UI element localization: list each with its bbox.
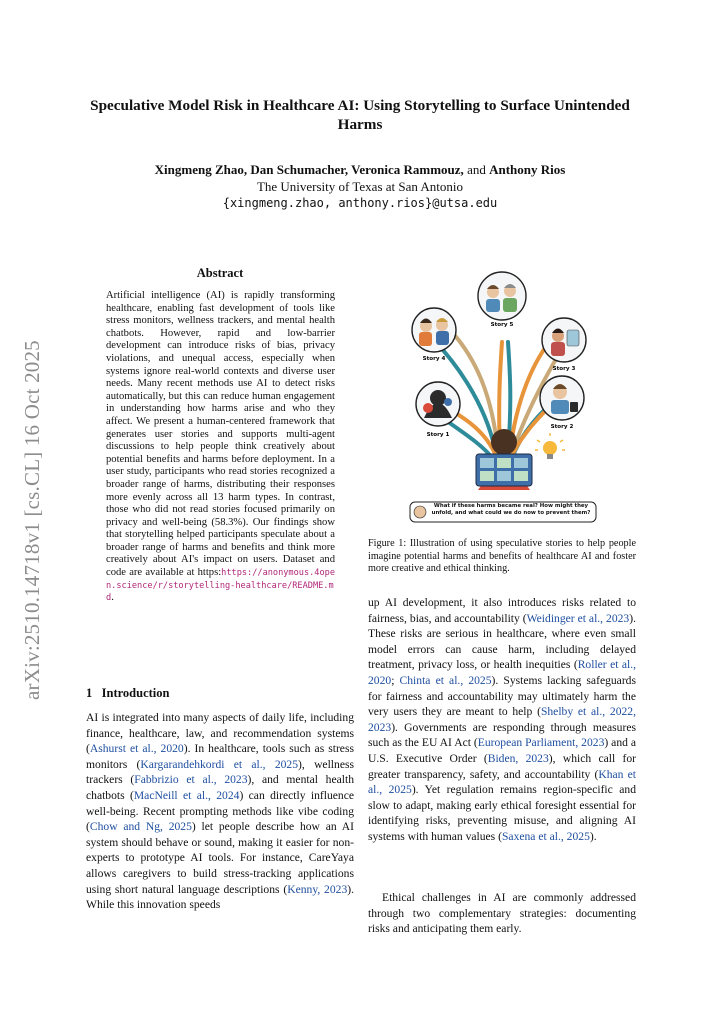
story-3-icon (542, 318, 586, 362)
citation-link[interactable]: Biden, 2023 (487, 751, 549, 765)
citation-link[interactable]: Ashurst et al., 2020 (89, 742, 184, 756)
citation-link[interactable]: Kenny, 2023 (287, 882, 348, 896)
story-1-icon (416, 382, 460, 426)
figure-1-illustration (404, 262, 602, 524)
section-title: Introduction (101, 686, 170, 700)
arxiv-watermark: arXiv:2510.14718v1 [cs.CL] 16 Oct 2025 (20, 340, 44, 700)
citation-link[interactable]: Saxena et al., 2025 (501, 829, 590, 843)
text-run: ). While this innovation speeds (86, 882, 355, 912)
text-run: ). (589, 829, 597, 843)
text-run: ). These risks are serious in healthcare, where even small model errors can cause harm, including delayed treatment, privacy loss, or health inequities ( (368, 611, 636, 672)
citation-link[interactable]: MacNeill et al., 2024 (133, 788, 240, 802)
citation-link[interactable]: Shelby et al., 2022, 2023 (368, 705, 636, 734)
text-run: ). Governments are responding through measures such as the EU AI Act ( (368, 720, 636, 750)
paper-title: Speculative Model Risk in Healthcare AI: Using Storytelling to Surface Unintended Harms (90, 97, 630, 133)
story-4-label: Story 4 (422, 356, 446, 362)
text-run: ), wellness trackers ( (86, 757, 354, 787)
story-4-icon (412, 308, 456, 352)
citation-link[interactable]: Chow and Ng, 2025 (89, 820, 192, 834)
citation-link[interactable]: Khan et al., 2025 (368, 767, 636, 797)
story-1-label: Story 1 (426, 432, 450, 438)
text-run: ). Yet regulation remains region-specific and slow to adapt, making early ethical foresight essential for identifying risks, preventing misuse, and aligning AI systems with human values ( (368, 783, 636, 843)
text-run: ), and mental health chatbots ( (86, 773, 354, 802)
author-last: Anthony Rios (489, 162, 566, 177)
text-run: AI is integrated into many aspects of daily life, including finance, healthcare, law, and recommendation systems ( (86, 711, 354, 756)
story-2-label: Story 2 (550, 424, 574, 430)
citation-link[interactable]: Chinta et al., 2025 (399, 673, 492, 687)
section-heading-introduction (86, 686, 169, 701)
author-emails: {xingmeng.zhao, anthony.rios}@utsa.edu (222, 196, 498, 210)
affiliation: The University of Texas at San Antonio (256, 179, 464, 194)
right-paragraph-2: Ethical challenges in AI are commonly addressed through two complementary strategies: documenting risks and anticipating them early. (368, 891, 636, 936)
text-run: ) can directly influence well-being. Recent prompting methods like vibe coding ( (86, 788, 354, 834)
text-run: ). In healthcare, tools such as stress monitors ( (86, 742, 354, 771)
text-run: ) let people describe how an AI system should behave or sound, making it easier for non-experts to prototype AI tools. For instance, CareYaya allows caregivers to build stress-tracking applications using short natural language descriptions ( (86, 820, 355, 896)
text-run: up AI development, it also introduces risks related to fairness, bias, and accountability ( (368, 596, 636, 625)
story-5-icon (478, 272, 526, 320)
story-2-icon (540, 376, 584, 420)
abstract-heading: Abstract (196, 266, 244, 280)
text-run: ; (391, 673, 400, 687)
right-paragraph-1 (368, 595, 636, 845)
thinker-avatar-icon (414, 506, 426, 518)
text-run: ). Systems lacking safeguards for fairness and accountability may ultimately harm the very users they are meant to help ( (368, 673, 636, 719)
lightbulb-icon (535, 433, 565, 459)
citation-link[interactable]: European Parliament, 2023 (477, 736, 605, 750)
author-list (80, 162, 640, 178)
story-5-label: Story 5 (490, 322, 514, 328)
intro-paragraph-1 (86, 710, 354, 913)
story-3-label: Story 3 (552, 366, 576, 372)
author-names: Xingmeng Zhao, Dan Schumacher, Veronica Rammouz, (154, 162, 464, 177)
abstract-body (106, 290, 335, 605)
citation-link[interactable]: Fabbrizio et al., 2023 (134, 773, 248, 787)
author-and: and (467, 162, 486, 177)
section-number: 1 (86, 686, 93, 700)
abstract-text: Artificial intelligence (AI) is rapidly transforming healthcare, enabling fast development of tools like stress monitors, wellness trackers, and mental health chatbots. However, rapid and low-barrier development can introduce risks of bias, privacy violations, and unequal access, especially when systems ignore real-world contexts and diverse user needs. Many recent methods use AI to detect risks automatically, but this can reduce human engagement in understanding how harms arise and who they affect. We present a human-centered framework that generates user stories and supports multi-agent discussions to help people think creatively about potential benefits and harms before deployment. In a user study, participants who read stories recognized a broader range of harms, distributing their responses more evenly across all 13 harm types. In contrast, those who did not read stories focused primarily on privacy and well-being (58.3%). Our findings show that storytelling helped participants speculate about a broader range of harms and benefits and think more creatively about AI's impact on users. Dataset and code are available at https: (106, 290, 335, 579)
abstract-url-end: . (111, 592, 114, 604)
citation-link[interactable]: Kargarandehkordi et al., 2025 (140, 757, 299, 771)
citation-link[interactable]: Roller et al., 2020 (368, 658, 636, 687)
text-run: ) and a U.S. Executive Order ( (368, 736, 637, 765)
abstract-url[interactable]: https://anonymous.4open.science/r/storytelling-healthcare/README.md (106, 568, 335, 604)
citation-link[interactable]: Weidinger et al., 2023 (526, 611, 630, 625)
figure-1-caption: Figure 1: Illustration of using speculative stories to help people imagine potential harms and benefits of healthcare AI and foster more creative and ethical thinking. (368, 538, 636, 575)
text-run: ), which call for greater transparency, safety, and accountability ( (368, 751, 636, 781)
speech-bubble-text: What if these harms became real? How might they unfold, and what could we do now to prevent them? (431, 503, 591, 516)
